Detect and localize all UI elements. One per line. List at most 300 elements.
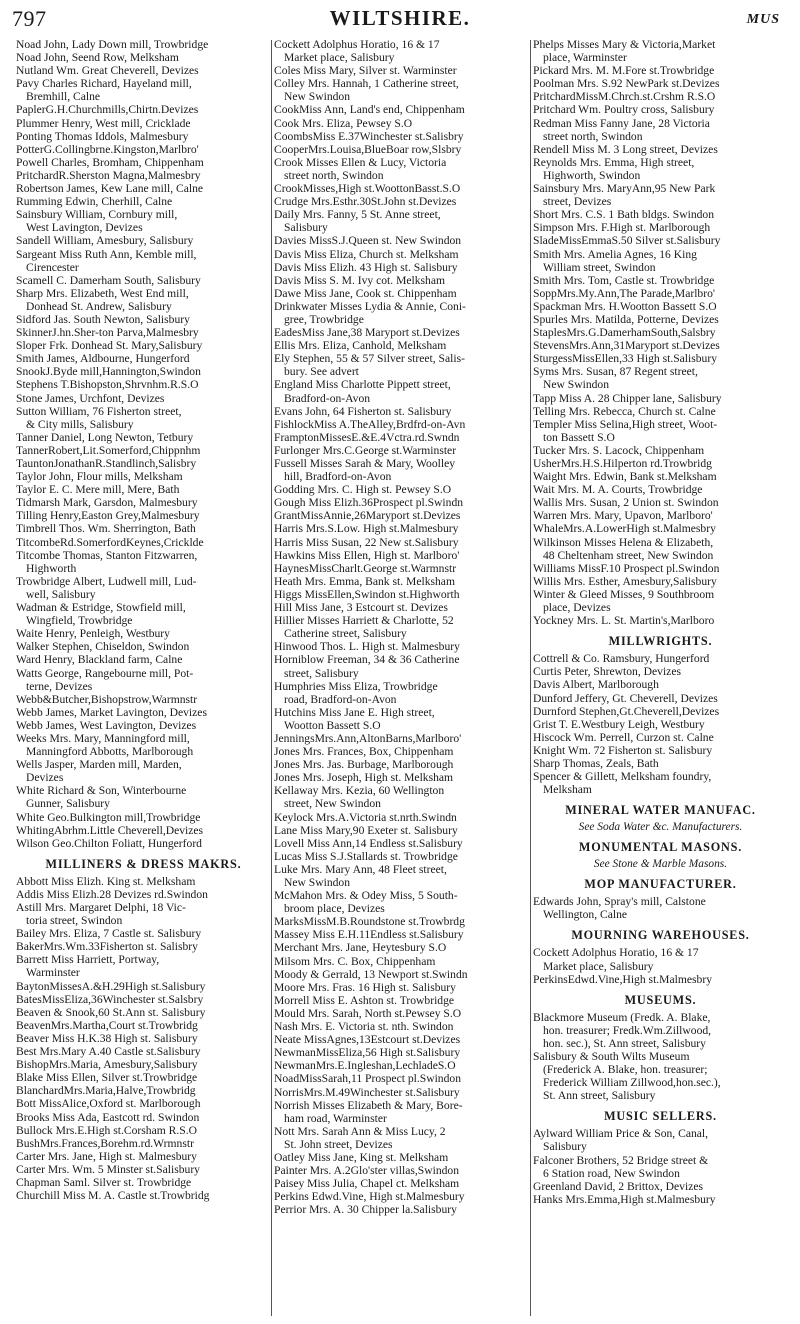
entry-line: Trowbridge Albert, Ludwell mill, Lud-	[16, 574, 197, 588]
directory-entry	[274, 156, 529, 182]
entry-line: Sainsbury William, Cornbury mill,	[16, 208, 178, 222]
entry-line: Jones Mrs. Frances, Box, Chippenham	[274, 745, 454, 759]
directory-entry	[533, 705, 788, 718]
directory-entry	[274, 562, 529, 575]
entry-line: Evans John, 64 Fisherton st. Salisbury	[274, 404, 452, 418]
directory-entry	[533, 365, 788, 391]
entry-line: MarksMissM.B.Roundstone st.Trowbrdg	[274, 915, 465, 929]
entry-line: Godding Mrs. C. High st. Pewsey S.O	[274, 483, 452, 497]
cross-reference-note: See Soda Water &c. Manufacturers.	[578, 821, 743, 834]
directory-entry	[274, 745, 529, 758]
entry-line: Gough Miss Elizh.36Prospect pl.Swindn	[274, 496, 464, 510]
entry-line: Smith Mrs. Amelia Agnes, 16 King	[533, 247, 697, 261]
entry-line: CooperMrs.Louisa,BlueBoar row,Slsbry	[274, 142, 462, 156]
entry-line: Edwards John, Spray's mill, Calstone	[533, 895, 706, 909]
directory-entry	[274, 457, 529, 483]
directory-entry	[16, 143, 271, 156]
entry-line: PritchardMissM.Chrch.st.Crshm R.S.O	[533, 90, 716, 104]
directory-entry	[16, 1019, 271, 1032]
entry-line: Melksham	[543, 783, 592, 797]
directory-entry	[274, 483, 529, 496]
entry-line: Spencer & Gillett, Melksham foundry,	[533, 770, 712, 784]
directory-entry	[16, 1032, 271, 1045]
entry-line: broom place, Devizes	[284, 902, 385, 916]
entry-line: Chapman Saml. Silver st. Trowbridge	[16, 1175, 192, 1189]
directory-entry	[533, 457, 788, 470]
directory-entry	[274, 706, 529, 732]
entry-line: Tucker Mrs. S. Lacock, Chippenham	[533, 443, 705, 457]
directory-entry	[533, 973, 788, 986]
directory-entry	[274, 1125, 529, 1151]
entry-line: CookMiss Ann, Land's end, Chippenham	[274, 103, 465, 117]
directory-entry	[274, 771, 529, 784]
entry-line: Norrish Misses Elizabeth & Mary, Bore-	[274, 1098, 463, 1112]
entry-line: New Swindon	[284, 90, 351, 104]
entry-line: Horniblow Freeman, 34 & 36 Catherine	[274, 653, 460, 667]
entry-line: Davis Miss S. M. Ivy cot. Melksham	[274, 273, 446, 287]
directory-entry	[274, 680, 529, 706]
entry-line: BishopMrs.Maria, Amesbury,Salisbury	[16, 1058, 198, 1072]
directory-entry	[533, 588, 788, 614]
entry-line: Sidford Jas. South Newton, Salisbury	[16, 312, 190, 326]
directory-entry	[274, 431, 529, 444]
entry-line: Astill Mrs. Margaret Delphi, 18 Vic-	[16, 901, 186, 914]
entry-line: Ely Stephen, 55 & 57 Silver street, Salis-	[274, 352, 465, 366]
entry-line: Hutchins Miss Jane E. High street,	[274, 705, 435, 719]
entry-line: BakerMrs.Wm.33Fisherton st. Salisbry	[16, 940, 198, 954]
entry-line: Gunner, Salisbury	[26, 797, 110, 811]
entry-line: street north, Swindon	[284, 168, 384, 182]
directory-entry	[16, 1163, 271, 1176]
entry-line: Moody & Gerrald, 13 Newport st.Swindn	[274, 967, 468, 981]
directory-entry	[533, 536, 788, 562]
entry-line: Williams MissF.10 Prospect pl.Swindon	[533, 561, 720, 575]
entry-line: Perkins Edwd.Vine, High st.Malmesbury	[274, 1190, 465, 1204]
directory-entry	[274, 575, 529, 588]
cross-reference-note: See Stone & Marble Masons.	[593, 858, 728, 871]
entry-line: Spackman Mrs. H.Wootton Bassett S.O	[533, 299, 717, 313]
entry-line: Simpson Mrs. F.High st. Marlborough	[533, 221, 711, 235]
entry-line: Webb James, West Lavington, Devizes	[16, 718, 197, 732]
directory-entry	[274, 968, 529, 981]
directory-entry	[16, 483, 271, 496]
directory-entry	[16, 1189, 271, 1202]
directory-entry	[16, 169, 271, 182]
entry-line: Coles Miss Mary, Silver st. Warminster	[274, 64, 457, 78]
directory-entry	[274, 405, 529, 418]
entry-line: ton Bassett S.O	[543, 430, 615, 444]
entry-line: Wellington, Calne	[543, 908, 628, 922]
entry-line: Ponting Thomas Iddols, Malmesbury	[16, 129, 189, 143]
entry-line: Webb James, Market Lavington, Devizes	[16, 705, 207, 719]
directory-entry	[16, 1111, 271, 1124]
entry-line: Knight Wm. 72 Fisherton st. Salisbury	[533, 743, 713, 757]
directory-entry	[16, 732, 271, 758]
directory-entry	[16, 339, 271, 352]
entry-line: Bullock Mrs.E.High st.Corsham R.S.O	[16, 1123, 197, 1137]
entry-line: Milsom Mrs. C. Box, Chippenham	[274, 954, 436, 968]
directory-entry	[16, 522, 271, 535]
entry-line: WhitingAbrhm.Little Cheverell,Devizes	[16, 823, 204, 837]
directory-entry	[533, 1154, 788, 1180]
directory-entry	[533, 339, 788, 352]
directory-column-1	[16, 38, 271, 1320]
directory-entry	[16, 77, 271, 103]
directory-entry	[533, 470, 788, 483]
entry-line: Wadman & Estridge, Stowfield mill,	[16, 601, 186, 615]
directory-entry	[16, 117, 271, 130]
directory-entry	[16, 274, 271, 287]
directory-entry	[16, 536, 271, 549]
entry-line: Dunford Jeffery, Gt. Cheverell, Devizes	[533, 691, 718, 705]
entry-line: Curtis Peter, Shrewton, Devizes	[533, 665, 681, 679]
directory-entry	[274, 653, 529, 679]
entry-line: Grist T. E.Westbury Leigh, Westbury	[533, 717, 705, 731]
directory-entry	[274, 955, 529, 968]
entry-line: Oatley Miss Jane, King st. Melksham	[274, 1150, 449, 1164]
entry-line: HaynesMissCharlt.George st.Warmnstr	[274, 561, 457, 575]
entry-line: BatesMissEliza,36Winchester st.Salsbry	[16, 992, 204, 1006]
entry-line: Nott Mrs. Sarah Ann & Miss Lucy, 2	[274, 1124, 446, 1138]
directory-entry	[533, 946, 788, 972]
directory-entry	[533, 77, 788, 90]
entry-line: PerkinsEdwd.Vine,High st.Malmesbry	[533, 972, 712, 986]
directory-entry	[274, 536, 529, 549]
entry-line: Falconer Brothers, 52 Bridge street &	[533, 1153, 709, 1167]
entry-line: TitcombeRd.SomerfordKeynes,Cricklde	[16, 535, 204, 549]
entry-line: Mould Mrs. Sarah, North st.Pewsey S.O	[274, 1006, 462, 1020]
directory-entry	[16, 837, 271, 850]
entry-line: Highworth	[26, 561, 77, 575]
entry-line: Hill Miss Jane, 3 Estcourt st. Devizes	[274, 601, 448, 615]
directory-entry	[274, 981, 529, 994]
directory-entry	[533, 718, 788, 731]
entry-line: BlanchardMrs.Maria,Halve,Trowbridg	[16, 1084, 196, 1098]
directory-entry	[274, 1033, 529, 1046]
entry-line: McMahon Mrs. & Odey Miss, 5 South-	[274, 889, 458, 903]
entry-line: SkinnerJ.hn.Sher-ton Parva,Malmesbry	[16, 326, 199, 340]
entry-line: Blake Miss Ellen, Silver st.Trowbridge	[16, 1071, 198, 1085]
entry-line: WhaleMrs.A.LowerHigh st.Malmesbry	[533, 522, 716, 536]
entry-line: Spurles Mrs. Matilda, Potterne, Devizes	[533, 312, 719, 326]
entry-line: Lovell Miss Ann,14 Endless st.Salisbury	[274, 836, 463, 850]
entry-line: road, Bradford-on-Avon	[284, 692, 397, 706]
entry-line: Wootton Bassett S.O	[284, 718, 381, 732]
directory-entry	[533, 496, 788, 509]
directory-entry	[274, 994, 529, 1007]
entry-line: Hanks Mrs.Emma,High st.Malmesbury	[533, 1192, 716, 1206]
entry-line: Addis Miss Elizh.28 Devizes rd.Swindon	[16, 887, 208, 901]
directory-entry	[533, 665, 788, 678]
directory-entry	[533, 103, 788, 116]
directory-entry	[533, 392, 788, 405]
entry-line: Furlonger Mrs.C.George st.Warminster	[274, 443, 457, 457]
directory-entry	[16, 509, 271, 522]
entry-line: Lane Miss Mary,90 Exeter st. Salisbury	[274, 823, 458, 837]
directory-entry	[533, 38, 788, 64]
directory-entry	[274, 837, 529, 850]
entry-line: Robertson James, Kew Lane mill, Calne	[16, 182, 204, 196]
directory-entry	[274, 248, 529, 261]
directory-entry	[274, 850, 529, 863]
directory-entry	[533, 221, 788, 234]
entry-line: Salisbury	[543, 1140, 587, 1154]
entry-line: Merchant Mrs. Jane, Heytesbury S.O	[274, 941, 447, 955]
directory-entry	[16, 719, 271, 732]
entry-line: Wingfield, Trowbridge	[26, 614, 133, 628]
entry-line: Bott MissAlice,Oxford st. Marlborough	[16, 1097, 201, 1111]
entry-line: Noad John, Lady Down mill, Trowbridge	[16, 38, 209, 51]
directory-entry	[274, 117, 529, 130]
entry-line: Donhead St. Andrew, Salisbury	[26, 299, 172, 313]
entry-line: StaplesMrs.G.DamerhamSouth,Salsbry	[533, 326, 716, 340]
directory-entry	[16, 875, 271, 888]
directory-entry	[274, 130, 529, 143]
entry-line: Davis Miss Elizh. 43 High st. Salisbury	[274, 260, 458, 274]
entry-line: West Lavington, Devizes	[26, 221, 143, 235]
directory-entry	[533, 143, 788, 156]
directory-entry	[16, 1071, 271, 1084]
entry-line: Waight Mrs. Edwin, Bank st.Melksham	[533, 470, 717, 484]
directory-entry	[274, 509, 529, 522]
entry-line: Pritchard Wm. Poultry cross, Salisbury	[533, 103, 715, 117]
entry-line: Frederick William Zillwood,hon.sec.),	[543, 1076, 721, 1090]
directory-entry	[16, 156, 271, 169]
entry-line: SoppMrs.My.Ann,The Parade,Marlbro'	[533, 286, 715, 300]
entry-line: terne, Devizes	[26, 679, 93, 693]
entry-line: ham road, Warminster	[284, 1111, 387, 1125]
entry-line: street, Salisbury	[284, 666, 359, 680]
entry-line: Watts George, Rangebourne mill, Pot-	[16, 666, 194, 680]
entry-line: Dawe Miss Jane, Cook st. Chippenham	[274, 286, 457, 300]
entry-line: Beaver Miss H.K.38 High st. Salisbury	[16, 1031, 198, 1045]
entry-line: Stephens T.Bishopston,Shrvnhm.R.S.O	[16, 378, 199, 392]
entry-line: TannerRobert,Lit.Somerford,Chippnhm	[16, 443, 201, 457]
entry-line: Cook Mrs. Eliza, Pewsey S.O	[274, 116, 413, 130]
entry-line: Davies MissS.J.Queen st. New Swindon	[274, 234, 462, 248]
directory-entry	[274, 339, 529, 352]
directory-entry	[16, 444, 271, 457]
entry-line: Tanner Daniel, Long Newton, Tetbury	[16, 430, 194, 444]
entry-line: TauntonJonathanR.Standlinch,Salisbry	[16, 457, 197, 470]
directory-entry	[16, 64, 271, 77]
entry-line: Waite Henry, Penleigh, Westbury	[16, 627, 170, 641]
entry-line: Paisey Miss Julia, Chapel ct. Melksham	[274, 1177, 460, 1191]
entry-line: Painter Mrs. A.2Glo'ster villas,Swindon	[274, 1164, 460, 1178]
directory-entry	[16, 352, 271, 365]
directory-entry	[16, 248, 271, 274]
directory-entry	[533, 352, 788, 365]
directory-entry	[533, 895, 788, 921]
entry-line: JenningsMrs.Ann,AltonBarns,Marlboro'	[274, 731, 462, 745]
directory-entry	[274, 1177, 529, 1190]
entry-line: place, Devizes	[543, 601, 611, 615]
directory-entry	[16, 378, 271, 391]
section-heading: MOURNING WAREHOUSES.	[571, 928, 750, 943]
directory-entry	[274, 915, 529, 928]
directory-entry	[533, 418, 788, 444]
entry-line: Hinwood Thos. L. High st. Malmesbury	[274, 640, 460, 654]
entry-line: White Richard & Son, Winterbourne	[16, 784, 187, 798]
directory-entry	[533, 64, 788, 77]
running-head: MUS	[746, 12, 780, 27]
entry-line: toria street, Swindon	[26, 914, 123, 928]
entry-line: Nash Mrs. E. Victoria st. nth. Swindon	[274, 1020, 454, 1034]
directory-entry	[16, 927, 271, 940]
directory-entry	[16, 993, 271, 1006]
entry-line: St. John street, Devizes	[284, 1137, 393, 1151]
directory-entry	[533, 770, 788, 796]
directory-entry	[274, 811, 529, 824]
entry-line: St. Ann street, Salisbury	[543, 1089, 656, 1103]
entry-line: NewmanMissEliza,56 High st.Salisbury	[274, 1046, 461, 1060]
section-heading: MUSIC SELLERS.	[604, 1109, 717, 1124]
entry-line: Perrior Mrs. A. 30 Chipper la.Salisbury	[274, 1203, 457, 1217]
entry-line: UsherMrs.H.S.Hilperton rd.Trowbridg	[533, 457, 712, 470]
entry-line: Blackmore Museum (Fredk. A. Blake,	[533, 1010, 711, 1024]
entry-line: Titcombe Thomas, Stanton Fitzwarren,	[16, 548, 198, 562]
directory-entry	[533, 234, 788, 247]
entry-line: Manningford Abbotts, Marlborough	[26, 745, 194, 759]
directory-entry	[533, 522, 788, 535]
entry-line: Tidmarsh Mark, Garsdon, Malmesbury	[16, 496, 198, 510]
entry-line: Salisbury & South Wilts Museum	[533, 1050, 690, 1063]
entry-line: Humphries Miss Eliza, Trowbridge	[274, 679, 438, 693]
entry-line: CrookMisses,High st.WoottonBasst.S.O	[274, 182, 461, 196]
entry-line: Nutland Wm. Great Cheverell, Devizes	[16, 64, 199, 78]
directory-entry	[16, 667, 271, 693]
directory-entry	[16, 1006, 271, 1019]
directory-entry	[16, 940, 271, 953]
directory-entry	[533, 692, 788, 705]
directory-entry	[16, 496, 271, 509]
entry-line: Tilling Henry,Easton Grey,Malmesbury	[16, 509, 200, 523]
entry-line: Aylward William Price & Son, Canal,	[533, 1127, 709, 1141]
entry-line: SturgessMissEllen,33 High st.Salisbury	[533, 352, 718, 366]
entry-line: Cockett Adolphus Horatio, 16 & 17	[274, 38, 440, 51]
directory-entry	[533, 1127, 788, 1153]
directory-entry	[274, 1190, 529, 1203]
directory-entry	[533, 117, 788, 143]
directory-entry	[274, 182, 529, 195]
directory-entry	[533, 744, 788, 757]
directory-entry	[274, 758, 529, 771]
entry-line: Noad John, Seend Row, Melksham	[16, 51, 179, 65]
directory-entry	[16, 601, 271, 627]
directory-entry	[533, 757, 788, 770]
directory-entry	[16, 431, 271, 444]
entry-line: street north, Swindon	[543, 129, 643, 143]
entry-line: Sloper Frk. Donhead St. Mary,Salisbury	[16, 339, 203, 353]
entry-line: Webb&Butcher,Bishopstrow,Warmnstr	[16, 692, 198, 706]
entry-line: Churchill Miss M. A. Castle st.Trowbridg	[16, 1189, 210, 1203]
directory-entry	[16, 901, 271, 927]
section-heading: MINERAL WATER MANUFAC.	[565, 803, 756, 818]
directory-entry	[16, 392, 271, 405]
entry-line: BushMrs.Frances,Borehm.rd.Wrmnstr	[16, 1136, 194, 1150]
entry-line: Cockett Adolphus Horatio, 16 & 17	[533, 946, 699, 960]
directory-entry	[16, 313, 271, 326]
entry-line: FishlockMiss A.TheAlley,Brdfrd-on-Avn	[274, 417, 466, 431]
section-heading: MOP MANUFACTURER.	[584, 877, 737, 892]
directory-entry	[16, 182, 271, 195]
directory-entry	[16, 1058, 271, 1071]
directory-entry	[274, 1203, 529, 1216]
directory-entry	[16, 195, 271, 208]
directory-entry	[533, 509, 788, 522]
entry-line: Crudge Mrs.Esthr.30St.John st.Devizes	[274, 195, 457, 209]
directory-entry	[16, 627, 271, 640]
entry-line: Stone James, Urchfont, Devizes	[16, 391, 165, 405]
entry-line: Higgs MissEllen,Swindon st.Highworth	[274, 587, 460, 601]
entry-line: Sandell William, Amesbury, Salisbury	[16, 234, 194, 248]
entry-line: Wilkinson Misses Helena & Elizabeth,	[533, 535, 714, 549]
entry-line: Massey Miss E.H.11Endless st.Salisbury	[274, 928, 464, 942]
directory-entry	[274, 1099, 529, 1125]
page-number: 797	[12, 6, 47, 31]
entry-line: Best Mrs.Mary A.40 Castle st.Salisbury	[16, 1045, 201, 1059]
directory-entry	[274, 863, 529, 889]
entry-line: Warminster	[26, 966, 80, 980]
entry-line: hon. sec.), St. Ann street, Salisbury	[543, 1036, 706, 1050]
entry-line: hon. treasurer; Fredk.Wm.Zillwood,	[543, 1023, 712, 1037]
directory-entry	[16, 365, 271, 378]
directory-entry	[533, 182, 788, 208]
entry-line: SladeMissEmmaS.50 Silver st.Salisbury	[533, 234, 721, 248]
entry-line: Kellaway Mrs. Kezia, 60 Wellington	[274, 784, 445, 798]
entry-line: Reynolds Mrs. Emma, High street,	[533, 155, 695, 169]
entry-line: Sharp Mrs. Elizabeth, West End mill,	[16, 286, 189, 300]
directory-column-3	[533, 38, 788, 1320]
directory-entry	[533, 562, 788, 575]
entry-line: Carter Mrs. Wm. 5 Minster st.Salisbury	[16, 1162, 200, 1176]
directory-entry	[274, 261, 529, 274]
entry-line: Keylock Mrs.A.Victoria st.nrth.Swindn	[274, 810, 457, 824]
entry-line: Brooks Miss Ada, Eastcott rd. Swindon	[16, 1110, 200, 1124]
entry-line: Tapp Miss A. 28 Chipper lane, Salisbury	[533, 391, 722, 405]
entry-line: Luke Mrs. Mary Ann, 48 Fleet street,	[274, 862, 447, 876]
directory-entry	[533, 652, 788, 665]
directory-entry	[274, 1086, 529, 1099]
directory-entry	[533, 1011, 788, 1050]
directory-entry	[16, 888, 271, 901]
column-rule	[530, 40, 531, 1316]
section-heading: MILLWRIGHTS.	[608, 634, 713, 649]
entry-line: Drinkwater Misses Lydia & Annie, Coni-	[274, 299, 466, 313]
entry-line: Durnford Stephen,Gt.Cheverell,Devizes	[533, 704, 720, 718]
entry-line: EadesMiss Jane,38 Maryport st.Devizes	[274, 326, 460, 340]
entry-line: Sainsbury Mrs. MaryAnn,95 New Park	[533, 182, 716, 196]
entry-line: Smith James, Aldbourne, Hungerford	[16, 352, 190, 366]
directory-entry	[16, 1150, 271, 1163]
entry-line: Weeks Mrs. Mary, Manningford mill,	[16, 731, 190, 745]
entry-line: Poolman Mrs. S.92 NewPark st.Devizes	[533, 77, 720, 91]
entry-line: Wait Mrs. M. A. Courts, Trowbridge	[533, 483, 703, 497]
directory-entry	[16, 287, 271, 313]
entry-line: Salisbury	[284, 221, 328, 235]
directory-entry	[533, 274, 788, 287]
entry-line: street, Devizes	[543, 195, 612, 209]
entry-line: NorrisMrs.M.49Winchester st.Salisbury	[274, 1085, 460, 1099]
directory-entry	[533, 731, 788, 744]
directory-entry	[274, 732, 529, 745]
entry-line: Ellis Mrs. Eliza, Canhold, Melksham	[274, 339, 447, 353]
entry-line: Beaven & Snook,60 St.Ann st. Salisbury	[16, 1005, 206, 1019]
directory-entry	[16, 784, 271, 810]
directory-entry	[16, 405, 271, 431]
directory-entry	[533, 248, 788, 274]
directory-entry	[274, 418, 529, 431]
